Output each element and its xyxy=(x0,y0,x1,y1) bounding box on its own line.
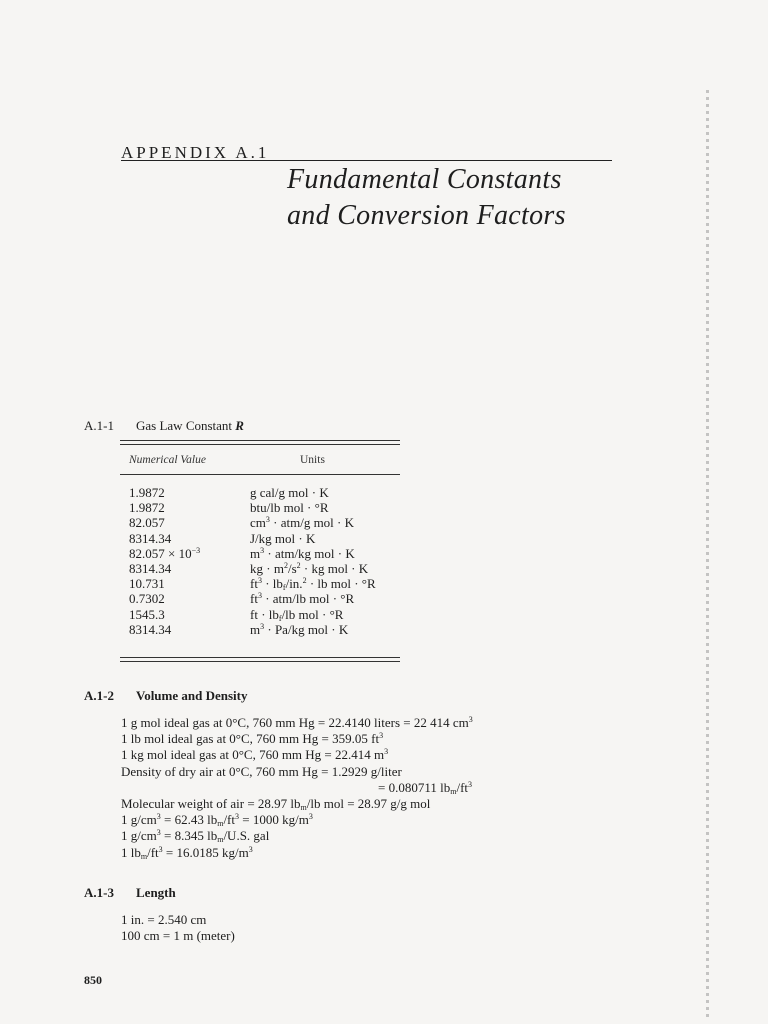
column-header-value: Numerical Value xyxy=(129,454,206,466)
table-row xyxy=(129,546,399,561)
list-item-continuation: = 0.080711 $lb_m/ft^3$ xyxy=(378,779,473,796)
appendix-label: APPENDIX A.1 xyxy=(121,143,270,162)
table-row xyxy=(129,515,399,530)
numerical-value: 0.7302 xyxy=(129,591,165,607)
numerical-value: 8314.34 xyxy=(129,560,172,576)
table-row xyxy=(129,622,399,637)
units: $ft^3 \cdot lb_f/in.^2$ · lb mol · °R xyxy=(250,576,376,593)
section-title: Gas Law Constant xyxy=(136,418,233,433)
table-row xyxy=(129,607,399,622)
gas-constant-table xyxy=(129,485,399,637)
table-bottom-rule xyxy=(120,657,400,662)
page-number: 850 xyxy=(84,973,102,987)
units: ft · $lb_f/lb$ mol · °R xyxy=(250,606,344,623)
list-item: 1 $g/cm^3 = 8.345$ $lb_m/U.S$. gal xyxy=(121,828,270,845)
units: $cm^3 \cdot atm/g$ mol · K xyxy=(250,515,355,531)
list-item: 100 cm = 1 m (meter) xyxy=(121,928,235,944)
list-item: 1 lb mol ideal gas at 0°C, 760 mm Hg = 359.05 $ft^3$ xyxy=(121,731,384,747)
list-item: 1 $lb_m/ft^3 = 16.0185$ $kg/m^3$ xyxy=(121,844,253,861)
table-row xyxy=(129,500,399,515)
title-rule xyxy=(121,160,612,161)
units: J/kg mol · K xyxy=(250,530,316,546)
table-row xyxy=(129,591,399,606)
units: $ft^3 \cdot atm/lb$ mol · °R xyxy=(250,591,355,607)
section-title: Volume and Density xyxy=(136,688,248,703)
units: btu/lb mol · °R xyxy=(250,500,329,516)
section-number: A.1-2 xyxy=(84,688,114,703)
volume-density-list xyxy=(121,715,473,861)
table-row xyxy=(129,531,399,546)
numerical-value: 10.731 xyxy=(129,576,165,592)
length-list xyxy=(121,912,235,944)
section-heading-volume-density xyxy=(84,688,247,704)
numerical-value: $82.057 \times 10^{-3}$ xyxy=(129,545,201,561)
numerical-value: 8314.34 xyxy=(129,621,172,637)
units: g cal/g mol · K xyxy=(250,485,329,500)
section-number: A.1-3 xyxy=(84,885,114,900)
section-heading-length xyxy=(84,885,176,901)
numerical-value: 82.057 xyxy=(129,515,165,531)
section-title: Length xyxy=(136,885,176,900)
list-item: 1 $g/cm^3 = 62.43$ $lb_m/ft^3 = 1000$ $kg/m^3$ xyxy=(121,812,313,829)
table-row xyxy=(129,576,399,591)
table-row xyxy=(129,485,399,500)
column-header-units: Units xyxy=(300,454,325,466)
numerical-value: 8314.34 xyxy=(129,530,172,546)
list-item: 1 g mol ideal gas at 0°C, 760 mm Hg = 22.4140 liters = 22 414 $cm^3$ xyxy=(121,715,473,730)
list-item: 1 in. = 2.540 cm xyxy=(121,912,207,927)
section-number: A.1-1 xyxy=(84,418,114,433)
list-item: Density of dry air at 0°C, 760 mm Hg = 1.2929 g/liter xyxy=(121,763,402,779)
chapter-title-line-1: Fundamental Constants xyxy=(287,164,562,195)
table-top-rule xyxy=(120,440,400,445)
numerical-value: 1545.3 xyxy=(129,606,165,622)
chapter-title-line-2: and Conversion Factors xyxy=(287,200,566,231)
units: $m^3 \cdot atm/kg$ mol · K xyxy=(250,545,355,561)
scan-edge-shadow xyxy=(706,90,709,1020)
table-header-rule xyxy=(120,474,400,475)
section-heading-gas-law xyxy=(84,418,244,434)
table-row xyxy=(129,561,399,576)
section-symbol: R xyxy=(235,418,244,433)
numerical-value: 1.9872 xyxy=(129,485,165,500)
units: kg · $m^2/s^2$ · kg mol · K xyxy=(250,560,369,576)
units: $m^3 \cdot Pa/kg$ mol · K xyxy=(250,621,349,637)
list-item: Molecular weight of air = 28.97 $lb_m/lb$ mol = 28.97 g/g mol xyxy=(121,795,431,812)
list-item: 1 kg mol ideal gas at 0°C, 760 mm Hg = 22.414 $m^3$ xyxy=(121,747,389,763)
numerical-value: 1.9872 xyxy=(129,500,165,516)
